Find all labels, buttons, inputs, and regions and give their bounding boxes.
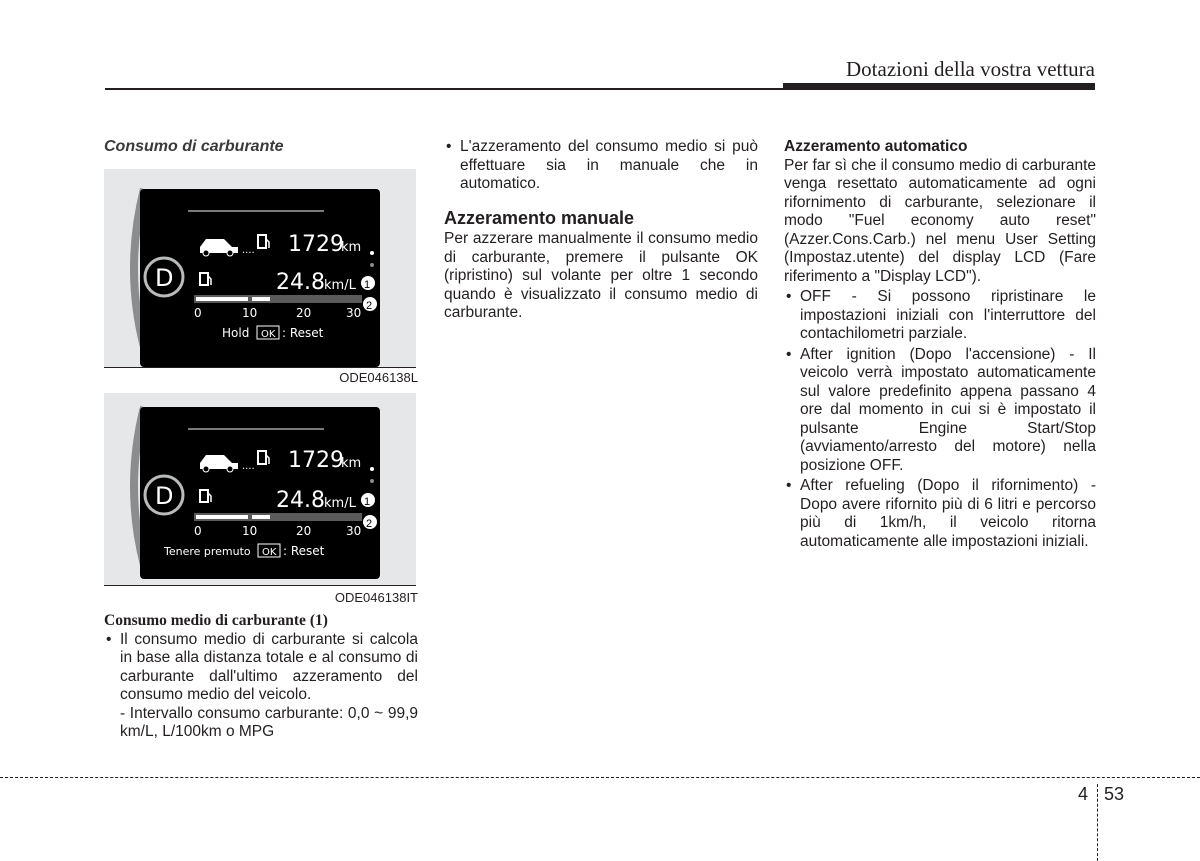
figure-1: [104, 169, 418, 392]
header-title: Dotazioni della vostra vettura: [846, 57, 1095, 81]
sub-item: - Intervallo consumo carburante: 0,0 ~ 99,9 km/L, L/100km o MPG: [120, 704, 418, 740]
list-item: • L'azzeramento del consumo medio si può effettuare sia in manuale che in automatico.: [444, 138, 758, 194]
figure-code: ODE046138IT: [334, 590, 418, 605]
figure-2-frame: [104, 393, 416, 586]
figure-code: ODE046138L: [339, 370, 418, 385]
consumption-value: 24.8: [276, 270, 325, 295]
section-heading: Azzeramento manuale: [444, 207, 635, 228]
svg-text:2: 2: [366, 300, 373, 312]
gear-letter: D: [155, 482, 174, 510]
header-rule-thick: [783, 83, 1095, 90]
hold-text: Tenere premuto: [164, 545, 251, 558]
odometer-unit: km: [341, 456, 362, 471]
svg-text:30: 30: [346, 306, 362, 320]
section-heading: Azzeramento automatico: [784, 138, 968, 155]
subheading: Consumo medio di carburante (1): [104, 612, 328, 629]
list-item: • After ignition (Dopo l'accensione) - Il veicolo verrà impostato automaticamente sul valore predefinito appena passano 4 ore dal momento in cui si è impostato il pulsante Engine Start/Stop (avviamento/arresto del motore) nella posizione OFF.: [784, 346, 1096, 476]
svg-text:0: 0: [194, 306, 202, 320]
column-3: [784, 138, 1096, 551]
page-number: 53: [1104, 784, 1125, 804]
svg-text:0: 0: [194, 524, 202, 538]
list-item: • OFF - Si possono ripristinare le impostazioni iniziali con l'interruttore del contachilometri parziale.: [784, 288, 1096, 344]
paragraph: Per azzerare manualmente il consumo medio di carburante, premere il pulsante OK (ripristino) sul volante per oltre 1 secondo quando è visualizzato il consumo medio di carburante.: [444, 230, 758, 321]
svg-text:10: 10: [242, 306, 258, 320]
chapter-number: 4: [1078, 784, 1089, 804]
svg-text:20: 20: [296, 524, 312, 538]
odometer-value: 1729: [288, 232, 344, 257]
figure-2: [104, 393, 418, 610]
list-item: • Il consumo medio di carburante si calcola in base alla distanza totale e al consumo di carburante dall'ultimo azzeramento del consumo medio del veicolo.: [104, 631, 418, 705]
gear-letter: D: [155, 264, 174, 292]
column-1: [104, 138, 418, 157]
svg-text:: Reset: : Reset: [283, 544, 325, 558]
svg-text:20: 20: [296, 306, 312, 320]
odometer-unit: km: [341, 240, 362, 255]
consumption-unit: km/L: [324, 496, 356, 511]
cluster-display-illustration: [104, 393, 416, 585]
consumption-unit: km/L: [324, 278, 356, 293]
svg-text:....: ....: [242, 461, 255, 472]
list-item: • After refueling (Dopo il rifornimento) - Dopo avere rifornito più di 6 litri e percorso più di 1km/h, il veicolo ritorna automaticamente alle impostazioni iniziali.: [784, 477, 1096, 551]
svg-text:OK: OK: [262, 547, 277, 558]
figure-1-frame: [104, 169, 416, 368]
svg-text:30: 30: [346, 524, 362, 538]
svg-text:10: 10: [242, 524, 258, 538]
consumption-value: 24.8: [276, 488, 325, 513]
svg-text:OK: OK: [261, 329, 276, 340]
svg-text:1: 1: [364, 279, 371, 291]
odometer-value: 1729: [288, 448, 344, 473]
hold-text: Hold: [222, 326, 250, 340]
svg-text:: Reset: : Reset: [282, 326, 324, 340]
page-number-separator: [1097, 784, 1098, 861]
svg-text:....: ....: [242, 245, 255, 256]
cluster-display-illustration: [104, 169, 416, 367]
svg-text:2: 2: [366, 518, 373, 530]
svg-text:1: 1: [364, 496, 371, 508]
section-title: Consumo di carburante: [104, 138, 284, 155]
column-1-text: [104, 612, 418, 742]
footer-dashed-rule: [0, 777, 1200, 778]
paragraph: Per far sì che il consumo medio di carburante venga resettato automaticamente ad ogni rifornimento di carburante, selezionare il modo "Fuel economy auto reset" (Azzer.Cons.Carb.) nel menu User Setting (Impostaz.utente) del display LCD (Fare riferimento a "Display LCD").: [784, 156, 1096, 285]
column-2: [444, 138, 758, 323]
